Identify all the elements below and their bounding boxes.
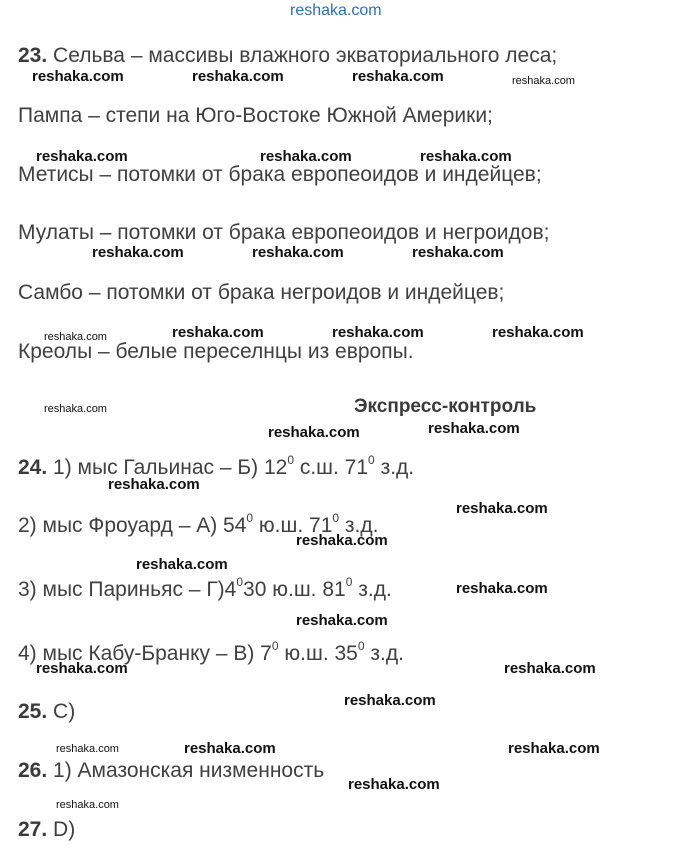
- top-watermark[interactable]: reshaka.com: [290, 2, 382, 19]
- watermark: reshaka.com: [296, 612, 388, 629]
- q24-a3-sup2: 0: [345, 575, 353, 589]
- q24-a1-pre: 1) мыс Гальинас – Б) 12: [53, 456, 288, 479]
- watermark: reshaka.com: [512, 75, 575, 87]
- q27-number: 27.: [18, 818, 48, 841]
- q25-line: [18, 700, 75, 724]
- watermark: reshaka.com: [252, 244, 344, 261]
- q24-a1-post: з.д.: [374, 456, 415, 479]
- q23-line-4: Мулаты – потомки от брака европеоидов и негроидов;: [18, 221, 550, 244]
- watermark: reshaka.com: [260, 148, 352, 165]
- watermark: reshaka.com: [44, 331, 107, 343]
- q24-a3-post: з.д.: [352, 578, 392, 601]
- watermark: reshaka.com: [36, 660, 128, 677]
- section-heading: Экспресс-контроль: [354, 396, 537, 417]
- watermark: reshaka.com: [508, 740, 600, 757]
- q23-line-1: [18, 44, 557, 68]
- watermark: reshaka.com: [456, 580, 548, 597]
- watermark: reshaka.com: [456, 500, 548, 517]
- watermark: reshaka.com: [184, 740, 276, 757]
- q24-a2-post: з.д.: [339, 514, 379, 537]
- watermark: reshaka.com: [492, 324, 584, 341]
- watermark: reshaka.com: [352, 68, 444, 85]
- q26-line: [18, 759, 324, 783]
- watermark: reshaka.com: [412, 244, 504, 261]
- q24-a3-sup1: 0: [236, 575, 244, 589]
- q24-a1-sup1: 0: [287, 453, 294, 467]
- watermark: reshaka.com: [192, 68, 284, 85]
- q23-line-6: Креолы – белые переселнцы из европы.: [18, 340, 414, 363]
- q23-number: 23.: [18, 44, 48, 67]
- q24-a4-sup2: 0: [357, 639, 365, 653]
- q24-a3-mid: 30 ю.ш. 81: [243, 578, 346, 601]
- q24-a1-mid: с.ш. 71: [294, 456, 369, 479]
- q24-a2-sup1: 0: [246, 511, 254, 525]
- watermark: reshaka.com: [92, 244, 184, 261]
- watermark: reshaka.com: [428, 420, 520, 437]
- watermark: reshaka.com: [44, 403, 107, 415]
- q24-a4-sup1: 0: [271, 639, 279, 653]
- watermark: reshaka.com: [348, 776, 440, 793]
- q25-number: 25.: [18, 700, 48, 723]
- q24-a1-sup2: 0: [368, 453, 375, 467]
- q24-a2-sup2: 0: [332, 511, 340, 525]
- watermark: reshaka.com: [332, 324, 424, 341]
- watermark: reshaka.com: [268, 424, 360, 441]
- watermark: reshaka.com: [136, 556, 228, 573]
- watermark: reshaka.com: [504, 660, 596, 677]
- q24-a4-mid: ю.ш. 35: [278, 642, 358, 665]
- q27-line: [18, 818, 75, 842]
- q24-a2-mid: ю.ш. 71: [253, 514, 333, 537]
- watermark: reshaka.com: [56, 743, 119, 755]
- watermark: reshaka.com: [56, 799, 119, 811]
- q24-a2-pre: 2) мыс Фроуард – А) 54: [18, 514, 247, 537]
- watermark: reshaka.com: [172, 324, 264, 341]
- watermark: reshaka.com: [108, 476, 200, 493]
- q26-answer: 1) Амазонская низменность: [53, 759, 325, 782]
- q24-answer-3: [18, 575, 392, 602]
- watermark: reshaka.com: [420, 148, 512, 165]
- watermark: reshaka.com: [36, 148, 128, 165]
- q25-answer: C): [53, 700, 76, 723]
- q23-line-3: Метисы – потомки от брака европеоидов и индейцев;: [18, 163, 542, 186]
- watermark: reshaka.com: [296, 532, 388, 549]
- q24-a4-post: з.д.: [364, 642, 404, 665]
- q23-line-5: Самбо – потомки от брака негроидов и индейцев;: [18, 281, 505, 304]
- q24-answer-1: [18, 453, 415, 480]
- q23-line-2: Пампа – степи на Юго-Востоке Южной Америки;: [18, 104, 493, 127]
- watermark: reshaka.com: [344, 692, 436, 709]
- q24-a3-pre: 3) мыс Париньяс – Г)4: [18, 578, 237, 601]
- q27-answer: D): [53, 818, 76, 841]
- q23-line-1-text: Сельва – массивы влажного экваториального леса;: [53, 44, 558, 67]
- q24-number: 24.: [18, 456, 48, 479]
- watermark: reshaka.com: [32, 68, 124, 85]
- q24-a4-pre: 4) мыс Кабу-Бранку – В) 7: [18, 642, 272, 665]
- q26-number: 26.: [18, 759, 48, 782]
